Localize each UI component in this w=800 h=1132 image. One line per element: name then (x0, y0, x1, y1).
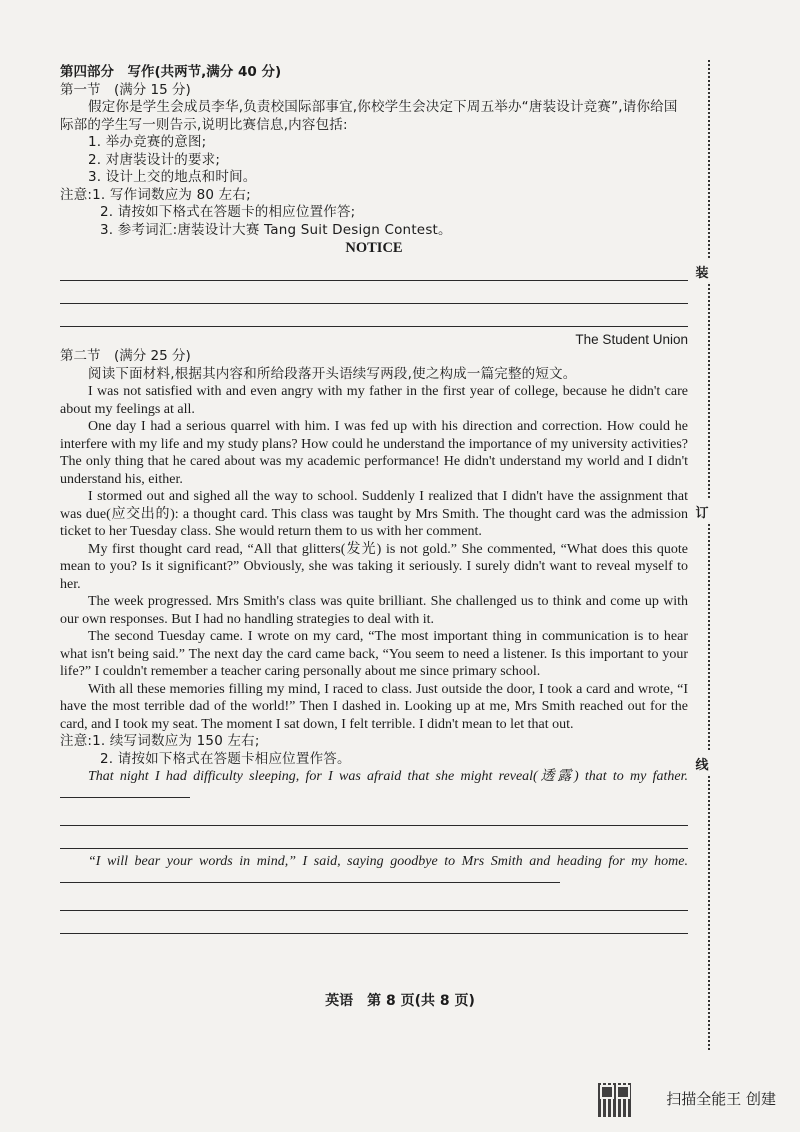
answer-line (60, 281, 688, 304)
continuation-text: “I will bear your words in mind,” I said, saying goodbye to Mrs Smith and heading for my home. (88, 854, 688, 869)
binding-line (708, 60, 710, 1050)
story-paragraph: With all these memories filling my mind, I raced to class. Just outside the door, I took a card and wrote, “I have the most terrible dad of the world!” Then I dashed in. Looking up at me, Mrs Smith reached out for the card, and I took my seat. The moment I sat down, I felt terrible. I didn't mean to let that out. (60, 681, 688, 732)
binding-char-ding: 订 (694, 500, 710, 523)
section1-title: 第一节 (满分 15 分) (60, 81, 191, 98)
section1-note: 2. 请按如下格式在答题卡的相应位置作答; (100, 204, 356, 220)
story-paragraph: I was not satisfied with and even angry with my father in the first year of college, because he didn't care about my feelings at all. (60, 384, 688, 417)
answer-line (60, 911, 688, 934)
answer-line (60, 888, 688, 911)
story-paragraph: The second Tuesday came. I wrote on my card, “The most important thing in communication is to hear what isn't being said.” The next day the card came back, “You seem to need a listener. Is this important to your life?” I couldn't remember a teacher caring personally about me since primary school. (60, 629, 688, 679)
story-paragraph: I stormed out and sighed all the way to school. Suddenly I realized that I didn't have the assignment that was due(应交出的): a thought card. This class was taught by Mrs Smith. The thought card was the admission ticket to her Tuesday class. She would return them to us with her comment. (60, 489, 688, 539)
section1-item: 2. 对唐装设计的要求; (88, 151, 221, 168)
section2-prompt: 阅读下面材料,根据其内容和所给段落开头语续写两段,使之构成一篇完整的短文。 (88, 365, 577, 382)
section1-note: 3. 参考词汇:唐装设计大赛 Tang Suit Design Contest。 (100, 221, 452, 238)
binding-char-xian: 线 (694, 752, 710, 775)
answer-line (60, 803, 688, 826)
scanner-watermark: 扫描全能王 创建 (666, 1090, 776, 1108)
section1-prompt: 假定你是学生会成员李华,负责校国际部事宜,你校学生会决定下周五举办“唐装设计竞赛”,请你给国际部的学生写一则告示,说明比赛信息,内容包括: (60, 99, 678, 133)
answer-line (60, 826, 688, 849)
section2-note: 2. 请按如下格式在答题卡相应位置作答。 (100, 750, 351, 767)
notice-signature: The Student Union (575, 331, 688, 347)
qr-code-icon (598, 1083, 632, 1117)
answer-blank (60, 872, 560, 883)
part-title: 第四部分 写作(共两节,满分 40 分) (60, 64, 282, 80)
section1-item: 3. 设计上交的地点和时间。 (88, 169, 257, 185)
story-paragraph: The week progressed. Mrs Smith's class was quite brilliant. She challenged us to think and come up with our own responses. But I had no handling strategies to deal with it. (60, 594, 688, 627)
section1-note: 注意:1. 写作词数应为 80 左右; (60, 186, 251, 203)
continuation-start-2 (60, 853, 688, 888)
section1-item: 1. 举办竞赛的意图; (88, 134, 207, 150)
answer-line (60, 304, 688, 327)
story-paragraph: One day I had a serious quarrel with him. I was fed up with his direction and correction. How could he interfere with my life and my study plans? How could he understand the importance of my university activities? The only thing that he cared about was my academic performance! He didn't understand my world and I didn't understand his, either. (60, 419, 688, 487)
story-paragraph: My first thought card read, “All that glitters(发光) is not gold.” She commented, “What does this quote mean to you? Is it significant?” Obviously, she was taking it seriously. I surely didn't want to reveal myself to her. (60, 541, 688, 592)
answer-blank (60, 787, 190, 798)
continuation-text: That night I had difficulty sleeping, for I was afraid that she might reveal(透露) that to my father. (88, 769, 688, 784)
page-footer: 英语 第 8 页(共 8 页) (325, 993, 475, 1009)
answer-line (60, 258, 688, 281)
continuation-start-1 (60, 768, 688, 803)
exam-content (60, 64, 688, 934)
section2-title: 第二节 (满分 25 分) (60, 348, 191, 364)
binding-char-zhuang: 装 (694, 260, 710, 283)
notice-title: NOTICE (345, 240, 403, 256)
section2-note: 注意:1. 续写词数应为 150 左右; (60, 733, 260, 749)
